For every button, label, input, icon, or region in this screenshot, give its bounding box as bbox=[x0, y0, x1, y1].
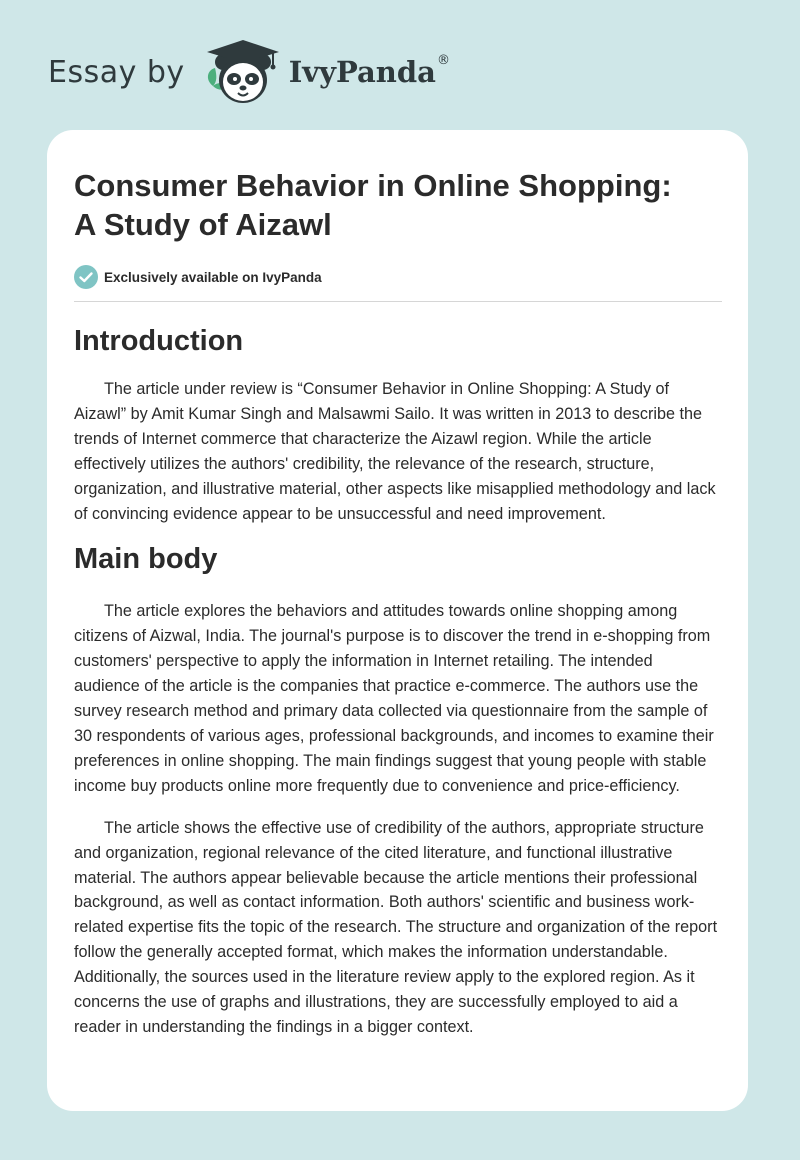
essay-title bbox=[74, 166, 722, 244]
panda-graduate-icon[interactable] bbox=[201, 36, 287, 108]
registered-mark: ® bbox=[436, 52, 450, 68]
section-heading-introduction: Introduction bbox=[74, 325, 244, 357]
essay-card bbox=[47, 130, 748, 1111]
essay-title-line-2: A Study of Aizawl bbox=[74, 207, 332, 242]
paragraph-main-body-1: The article explores the behaviors and attitudes towards online shopping among citizens of Aizwal, India. The journal's purpose is to discover the trend in e-shopping from customers' perspective to apply the information in Internet retailing. The intended audience of the article is the companies that practice e-commerce. The authors use the survey research method and primary data collected via questionnaire from the sample of 30 respondents of various ages, professional backgrounds, and incomes to examine their preferences in online shopping. The main findings suggest that young people with stable income buy products online more frequently due to convenience and price-efficiency. bbox=[74, 602, 714, 795]
essay-title-line-1: Consumer Behavior in Online Shopping: bbox=[74, 168, 672, 203]
site-header bbox=[48, 36, 450, 108]
brand-prefix: Essay by bbox=[48, 54, 185, 90]
paragraph-main-body-2: The article shows the effective use of credibility of the authors, appropriate structure and organization, regional relevance of the cited literature, and functional illustrative material. The authors appear believable because the article mentions their professional background, as well as contact information. Both authors' scientific and business work-related expertise fits the topic of the research. The structure and organization of the report follow the generally accepted format, which makes the information understandable. Additionally, the sources used in the literature review apply to the explored region. As it concerns the use of graphs and illustrations, they are successfully employed to aid a reader in understanding the findings in a bigger context. bbox=[74, 818, 718, 1036]
brand-name[interactable]: IvyPanda bbox=[288, 55, 436, 89]
exclusive-badge-text: Exclusively available on IvyPanda bbox=[104, 269, 322, 285]
section-heading-main-body: Main body bbox=[74, 543, 218, 576]
title-divider bbox=[74, 301, 722, 302]
exclusive-badge bbox=[74, 264, 722, 290]
paragraph-introduction: The article under review is “Consumer Behavior in Online Shopping: A Study of Aizawl” by Amit Kumar Singh and Malsawmi Sailo. It was written in 2013 to describe the trends of Internet commerce that characterize the Aizawl region. While the article effectively utilizes the authors' credibility, the relevance of the research, structure, organization, and illustrative material, other aspects like misapplied methodology and lack of convincing evidence appear to be unsuccessful and need improvement. bbox=[74, 380, 716, 523]
check-circle-icon bbox=[74, 265, 98, 289]
